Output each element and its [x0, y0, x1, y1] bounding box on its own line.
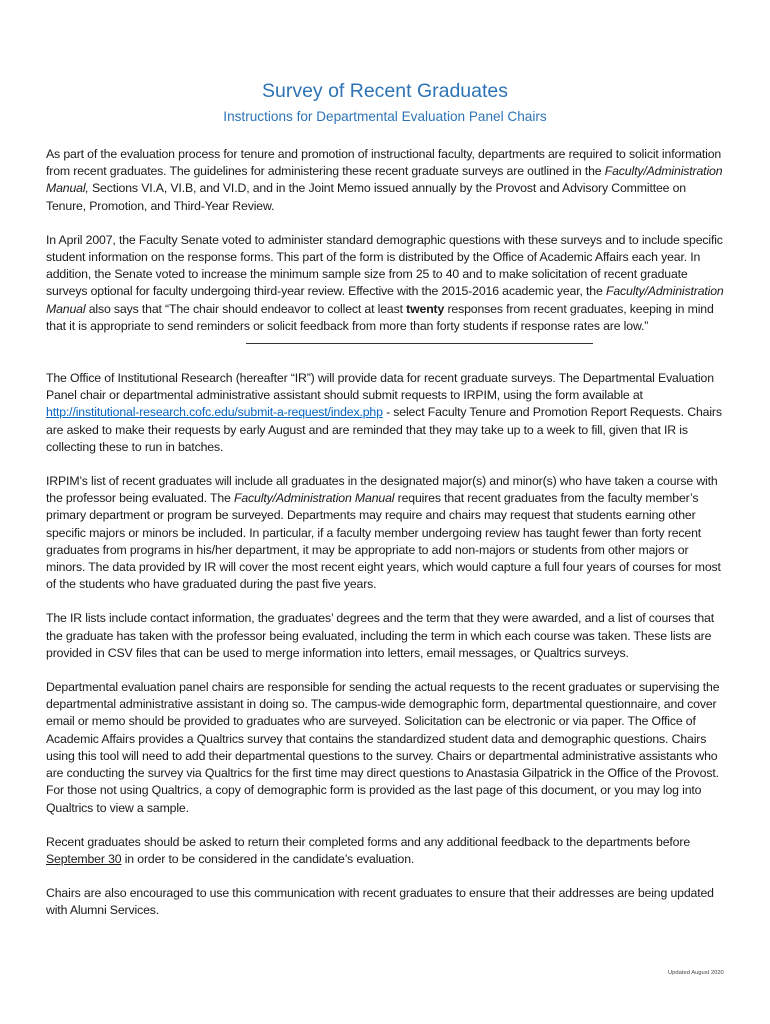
paragraph-ir-lists: The IR lists include contact information, the graduates’ degrees and the term that they were awarded, and a list of courses that the graduate has taken with the professor being evaluated, including the term in which each course was taken. These lists are provided in CSV files that can be used to merge information into letters, email messages, or Qualtrics surveys. — [46, 611, 714, 660]
paragraph-alumni: Chairs are also encouraged to use this communication with recent graduates to ensure that their addresses are being updated with Alumni Services. — [46, 886, 714, 918]
paragraph-deadline: Recent graduates should be asked to return their completed forms and any additional feedback to the departments before September 30 in order to be considered in the candidate’s evaluation. — [46, 834, 691, 866]
manual-reference: Faculty/Administration Manual — [46, 284, 724, 316]
paragraph-intro: As part of the evaluation process for tenure and promotion of instructional faculty, departments are required to solicit information from recent graduates. The guidelines for administering these recent graduate surveys are outlined in the Faculty/Administration Manual, Sections VI.A, VI.B, and VI.D, and in the Joint Memo issued annually by the Provost and Advisory Committee on Tenure, Promotion, and Third-Year Review. — [46, 147, 723, 213]
document-subtitle: Instructions for Departmental Evaluation Panel Chairs — [223, 109, 547, 124]
paragraph-ir-data: The Office of Institutional Research (hereafter “IR”) will provide data for recent graduate surveys. The Departmental Evaluation Panel chair or departmental administrative assistant should submit requests to IRPIM, using the form available at http://institutional-research.cofc.edu/submit-a-request/index.php - select Faculty Tenure and Promotion Report Requests. Chairs are asked to make their requests by early August and are reminded that they may take up to a week to fill, given that IR is collecting these to run in batches. — [46, 371, 722, 454]
manual-reference: Faculty/Administration Manual — [234, 491, 395, 506]
document-title: Survey of Recent Graduates — [261, 80, 509, 102]
footer-updated-date: Updated August 2020 — [668, 970, 724, 976]
manual-reference: Faculty/Administration Manual, — [46, 164, 723, 196]
request-form-link[interactable]: http://institutional-research.cofc.edu/submit-a-request/index.php — [46, 405, 383, 420]
deadline-date: September 30 — [46, 851, 122, 866]
horizontal-rule — [246, 343, 593, 344]
paragraph-senate: In April 2007, the Faculty Senate voted to administer standard demographic questions with these surveys and to include specific student information on the response forms. This part of the form is distributed by the Office of Academic Affairs each year. In addition, the Senate voted to increase the minimum sample size from 25 to 40 and to make solicitation of recent graduate surveys optional for faculty undergoing third-year review. Effective with the 2015-2016 academic year, the Faculty/Administration Manual also says that “The chair should endeavor to collect at least twenty responses from recent graduates, keeping in mind that it is appropriate to send reminders or solicit feedback from more than forty students if response rates are low.” — [46, 232, 724, 333]
paragraph-graduate-list: IRPIM’s list of recent graduates will include all graduates in the designated major(s) and minor(s) who have taken a course with the professor being evaluated. The Faculty/Administration Manual requires that recent graduates from the faculty member’s primary department or program be surveyed. Departments may require and chairs may request that students earning other specific majors or minors be included. In particular, if a faculty member undergoing review has taught fewer than forty recent graduates from programs in his/her department, it may be appropriate to add non-majors or students from other majors or minors. The data provided by IR will cover the most recent eight years, which would capture a full four years of courses for most of the students who have graduated during the past five years. — [46, 474, 721, 592]
paragraph-chair-responsibilities: Departmental evaluation panel chairs are responsible for sending the actual requests to the recent graduates or supervising the departmental administrative assistant in doing so. The campus-wide demographic form, departmental questionnaire, and cover email or memo should be provided to graduates who are surveyed. Solicitation can be electronic or via paper. The Office of Academic Affairs provides a Qualtrics survey that contains the standardized student data and demographic questions. Chairs using this tool will need to add their departmental questions to the survey. Chairs or departmental administrative assistants who are conducting the survey via Qualtrics for the first time may direct questions to Anastasia Gilpatrick in the Office of the Provost. For those not using Qualtrics, a copy of demographic form is provided as the last page of this document, or you may log into Qualtrics to view a sample. — [46, 680, 720, 815]
emphasis-twenty: twenty — [406, 301, 445, 316]
document-body — [46, 146, 726, 937]
